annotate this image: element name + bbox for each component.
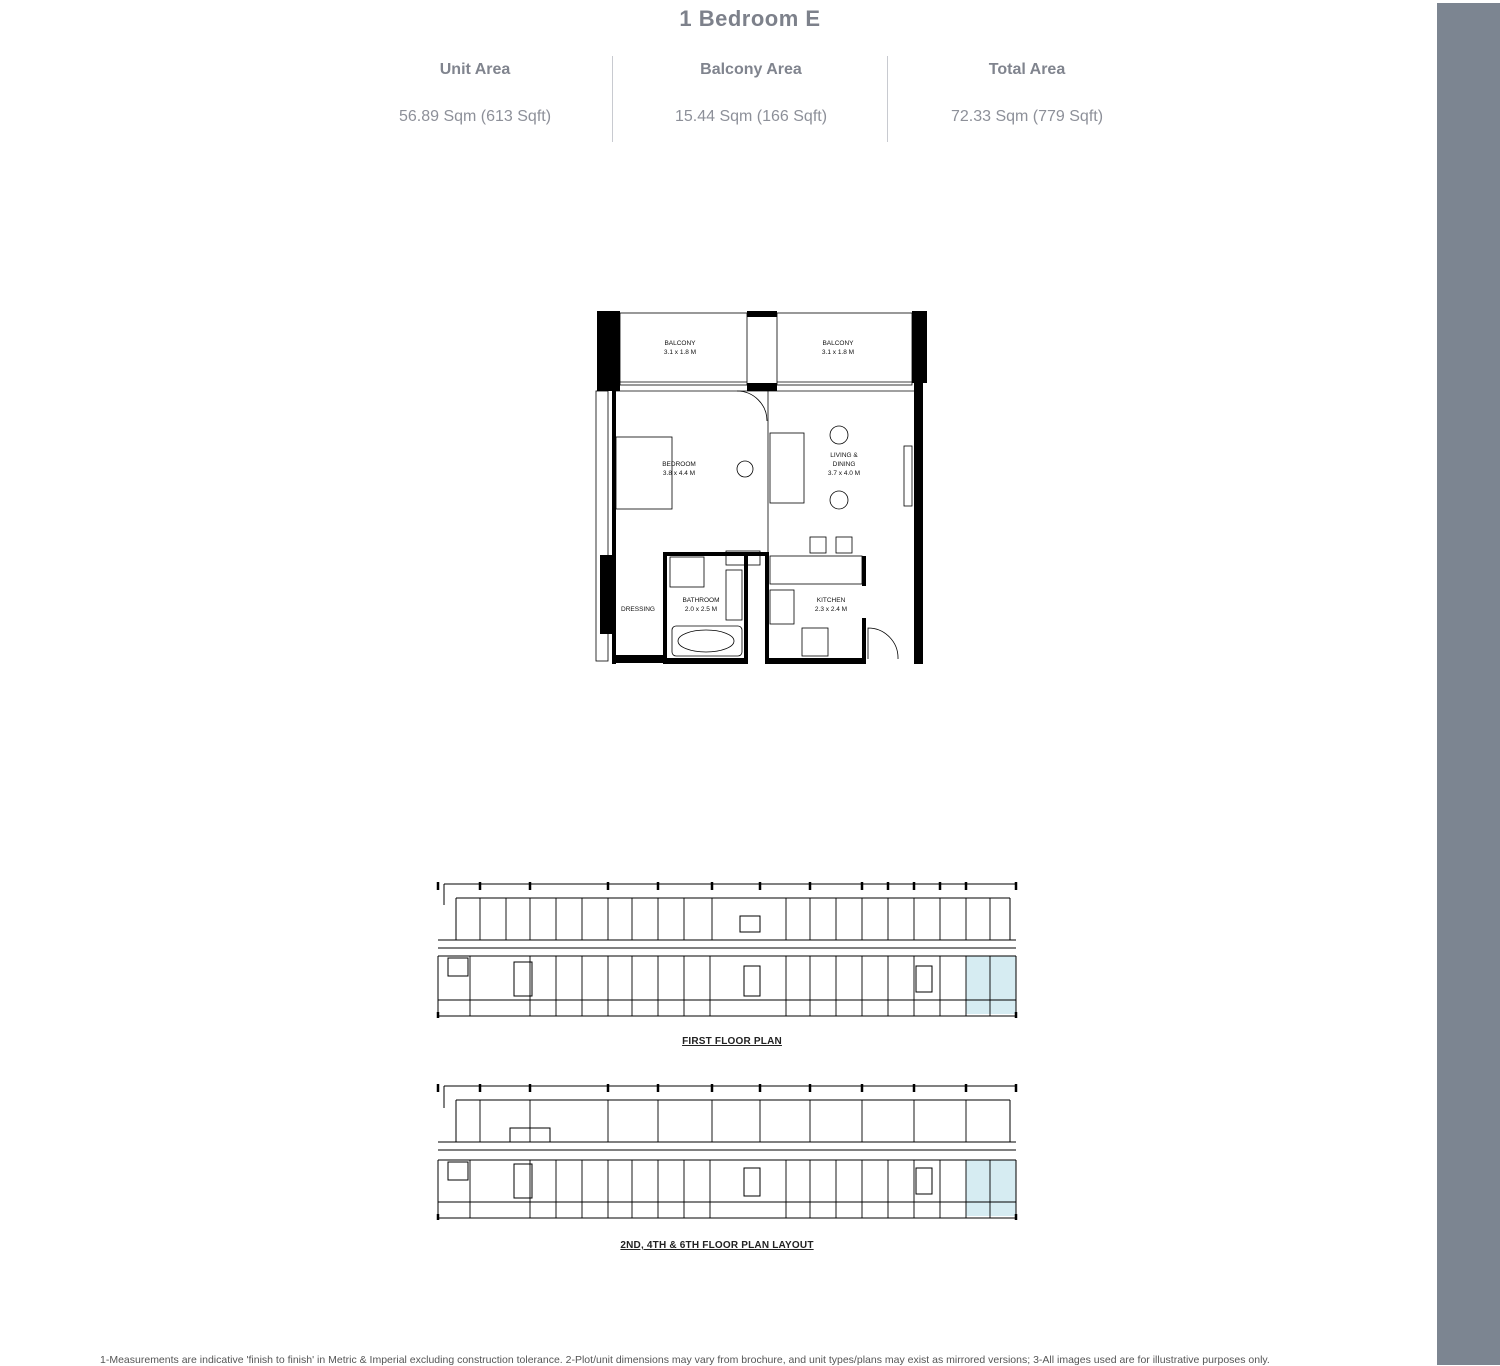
kitchen-dims: 2.3 x 2.4 M <box>814 606 848 613</box>
first-floor-key-plan <box>436 880 1020 1020</box>
living-label-2: DINING <box>832 461 856 468</box>
balcony-left-label: BALCONY <box>664 340 696 347</box>
unit-area-block <box>337 56 613 142</box>
area-divider <box>887 56 888 142</box>
balcony-right-label: BALCONY <box>822 340 854 347</box>
balcony-left-dims: 3.1 x 1.8 M <box>663 349 697 356</box>
highlighted-unit <box>966 956 1016 1014</box>
highlighted-unit <box>966 1160 1016 1216</box>
upper-floor-key-plan <box>436 1082 1020 1222</box>
unit-floor-plan <box>590 308 930 668</box>
balcony-area-block <box>613 56 889 142</box>
kitchen-label: KITCHEN <box>816 597 846 604</box>
upper-floor-caption: 2ND, 4TH & 6TH FLOOR PLAN LAYOUT <box>620 1240 814 1251</box>
living-label-1: LIVING & <box>830 452 858 459</box>
side-bar <box>1437 3 1500 1365</box>
disclaimer-footnote: 1-Measurements are indicative 'finish to finish' in Metric & Imperial excluding construction tolerance. 2-Plot/unit dimensions may vary from brochure, and unit types/plans may exist as mirrored versions; 3-All images used are for illustrative purposes only. <box>100 1354 1270 1366</box>
bedroom-label: BEDROOM <box>662 461 696 468</box>
bedroom-dims: 3.8 x 4.4 M <box>662 470 696 477</box>
balcony-right-dims: 3.1 x 1.8 M <box>821 349 855 356</box>
balcony-area-value: 15.44 Sqm (166 Sqft) <box>674 108 828 125</box>
total-area-value: 72.33 Sqm (779 Sqft) <box>950 108 1104 125</box>
total-area-label: Total Area <box>988 61 1066 78</box>
first-floor-caption: FIRST FLOOR PLAN <box>682 1036 782 1047</box>
bathroom-label: BATHROOM <box>682 597 720 604</box>
dressing-label: DRESSING <box>621 606 655 613</box>
total-area-block <box>889 56 1165 142</box>
living-dims: 3.7 x 4.0 M <box>827 470 861 477</box>
unit-area-value: 56.89 Sqm (613 Sqft) <box>398 108 552 125</box>
balcony-area-label: Balcony Area <box>700 61 802 78</box>
unit-title: 1 Bedroom E <box>679 6 821 31</box>
unit-area-label: Unit Area <box>439 61 511 78</box>
bathroom-dims: 2.0 x 2.5 M <box>684 606 718 613</box>
